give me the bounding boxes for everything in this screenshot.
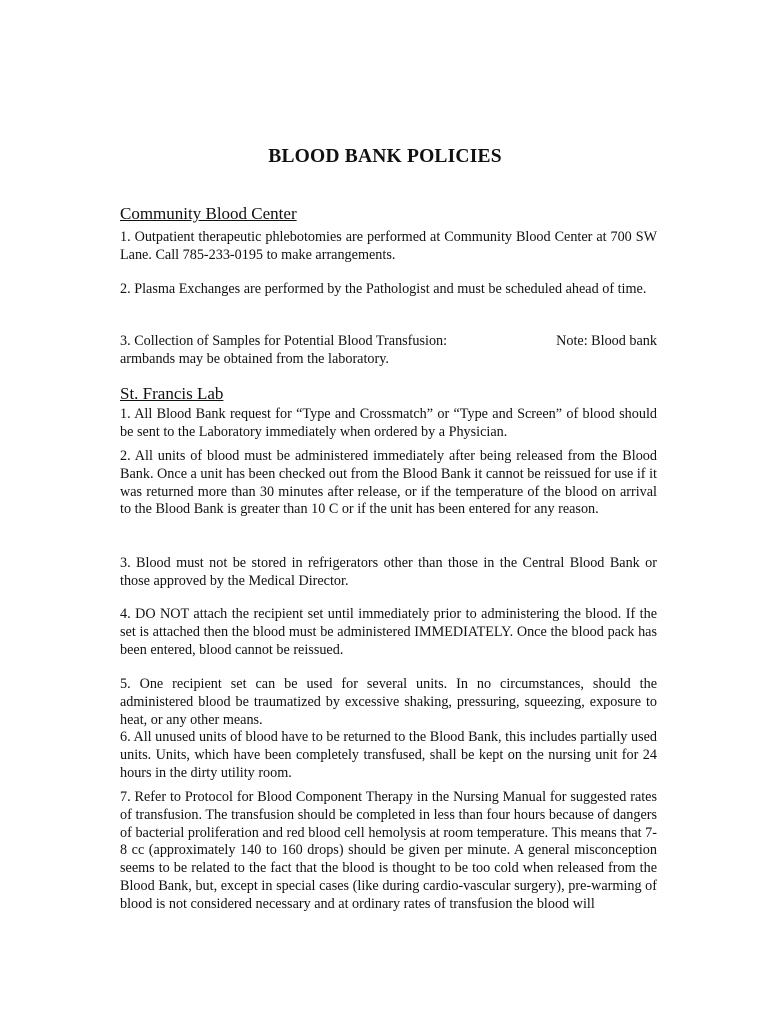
page-title: BLOOD BANK POLICIES xyxy=(268,146,502,167)
st-francis-item-2: 2. All units of blood must be administered immediately after being released from the Blood Bank. Once a unit has been checked out from the Blood Bank it cannot be reissued for use if it was returned more than 30 minutes after release, or if the temperature of the blood on arrival to the Blood Bank is greater than 10 C or if the unit has been entered for any reason. xyxy=(120,448,657,518)
community-item-3-note: Note: Blood bank xyxy=(556,333,657,349)
st-francis-item-1: 1. All Blood Bank request for “Type and Crossmatch” or “Type and Screen” of blood should be sent to the Laboratory immediately when ordered by a Physician. xyxy=(120,406,657,440)
st-francis-item-5: 5. One recipient set can be used for several units. In no circumstances, should the administered blood be traumatized by excessive shaking, pressuring, squeezing, exposure to heat, or any other means. xyxy=(120,676,657,728)
st-francis-item-7: 7. Refer to Protocol for Blood Component Therapy in the Nursing Manual for suggested rates of transfusion. The transfusion should be completed in less than four hours because of dangers of bacterial proliferation and red blood cell hemolysis at room temperature. This means that 7-8 cc (approximately 140 to 160 drops) should be given per minute. A general misconception seems to be related to the fact that the blood is thought to be too cold when released from the Blood Bank, but, except in special cases (like during cardio-vascular surgery), pre-warming of blood is not considered necessary and at ordinary rates of transfusion the blood will xyxy=(120,789,657,912)
community-item-3-line-1 xyxy=(120,333,657,351)
section-heading-community: Community Blood Center xyxy=(120,204,297,223)
section-heading-st-francis: St. Francis Lab xyxy=(120,384,224,403)
community-item-3-text: 3. Collection of Samples for Potential Blood Transfusion: xyxy=(120,333,448,349)
st-francis-item-4: 4. DO NOT attach the recipient set until immediately prior to administering the blood. If the set is attached then the blood must be administered IMMEDIATELY. Once the blood pack has been entered, blood cannot be reissued. xyxy=(120,606,657,658)
st-francis-item-6: 6. All unused units of blood have to be returned to the Blood Bank, this includes partially used units. Units, which have been completely transfused, shall be kept on the nursing unit for 24 hours in the dirty utility room. xyxy=(120,729,657,781)
st-francis-item-3: 3. Blood must not be stored in refrigerators other than those in the Central Blood Bank or those approved by the Medical Director. xyxy=(120,555,657,589)
community-item-2: 2. Plasma Exchanges are performed by the Pathologist and must be scheduled ahead of time. xyxy=(120,281,647,297)
community-item-1: 1. Outpatient therapeutic phlebotomies are performed at Community Blood Center at 700 SW Lane. Call 785-233-0195 to make arrangements. xyxy=(120,229,657,263)
community-item-3-line-2: armbands may be obtained from the laboratory. xyxy=(120,351,389,367)
